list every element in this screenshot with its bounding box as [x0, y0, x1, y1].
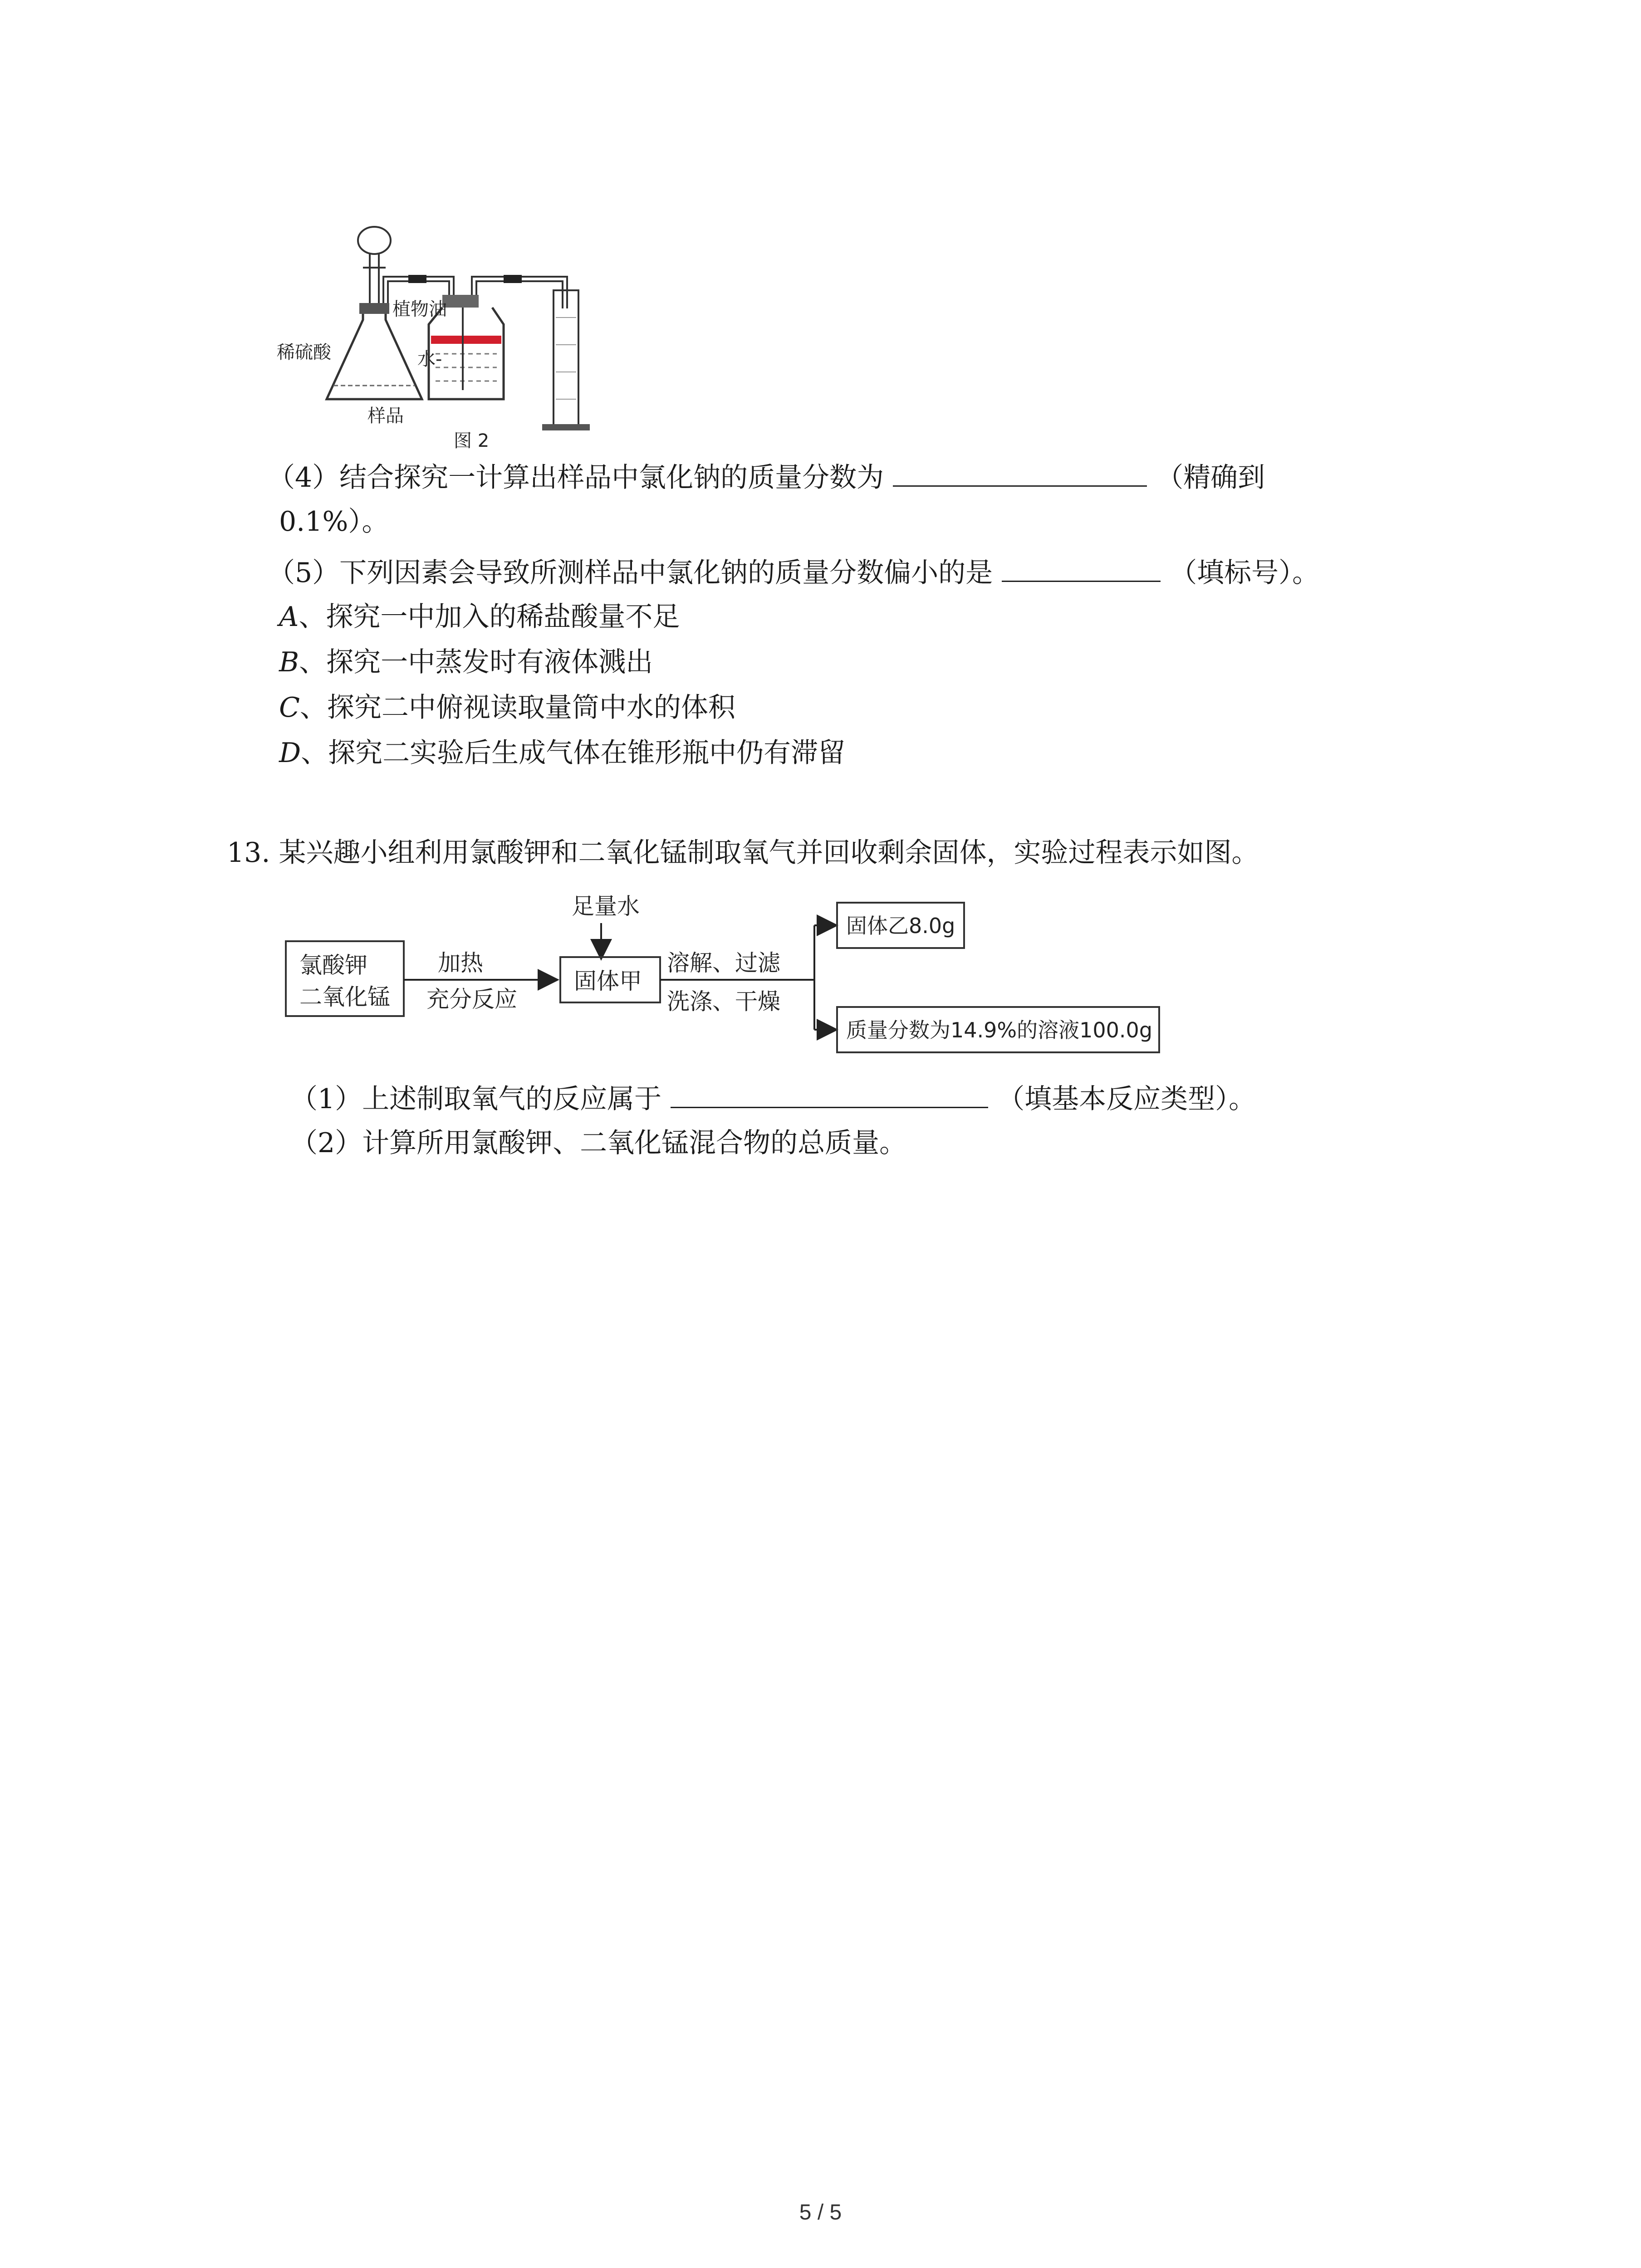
q13-part1-blank[interactable] — [671, 1080, 988, 1108]
option-b: B、探究一中蒸发时有液体溅出 — [279, 646, 653, 678]
page-number: 5 / 5 — [799, 2200, 842, 2224]
flow-arrow1-top: 加热 — [438, 950, 483, 976]
q12-part4-cont: 0.1%）。 — [279, 506, 389, 538]
option-a: A、探究一中加入的稀盐酸量不足 — [279, 601, 680, 633]
flow-water-label: 足量水 — [572, 893, 640, 919]
label-sample: 样品 — [367, 406, 404, 426]
label-acid: 稀硫酸 — [277, 342, 331, 363]
figure-caption: 图 2 — [454, 430, 490, 451]
q13-stem: 13. 某兴趣小组利用氯酸钾和二氧化锰制取氧气并回收剩余固体，实验过程表示如图。 — [227, 837, 1259, 869]
label-oil: 植物油 — [392, 299, 447, 320]
flow-out-solution: 质量分数为14.9%的溶液100.0g — [846, 1018, 1153, 1042]
q13-flow-diagram — [281, 889, 1189, 1070]
option-c: C、探究二中俯视读取量筒中水的体积 — [279, 692, 735, 723]
q12-part4-blank[interactable] — [893, 458, 1147, 487]
flow-start-line1: 氯酸钾 — [299, 952, 367, 978]
flow-start-line2: 二氧化锰 — [299, 984, 390, 1010]
flow-out-solid: 固体乙8.0g — [846, 914, 955, 938]
q12-part5: （5）下列因素会导致所测样品中氯化钠的质量分数偏小的是 （填标号）。 — [268, 553, 1319, 591]
flow-arrow1-bottom: 充分反应 — [426, 986, 517, 1012]
q12-part4: （4）结合探究一计算出样品中氯化钠的质量分数为 （精确到 — [268, 458, 1265, 496]
flow-arrow2-top: 溶解、过滤 — [667, 950, 780, 976]
flow-arrow2-bottom: 洗涤、干燥 — [667, 988, 780, 1015]
label-water: 水- — [417, 349, 442, 370]
option-d: D、探究二实验后生成气体在锥形瓶中仍有滞留 — [279, 737, 846, 769]
q12-part5-blank[interactable] — [1002, 553, 1161, 582]
figure-2-apparatus — [272, 218, 617, 454]
flow-middle-box: 固体甲 — [574, 968, 642, 994]
q13-part1: （1）上述制取氧气的反应属于 （填基本反应类型）。 — [290, 1080, 1256, 1117]
q13-part2: （2）计算所用氯酸钾、二氧化锰混合物的总质量。 — [290, 1127, 907, 1159]
